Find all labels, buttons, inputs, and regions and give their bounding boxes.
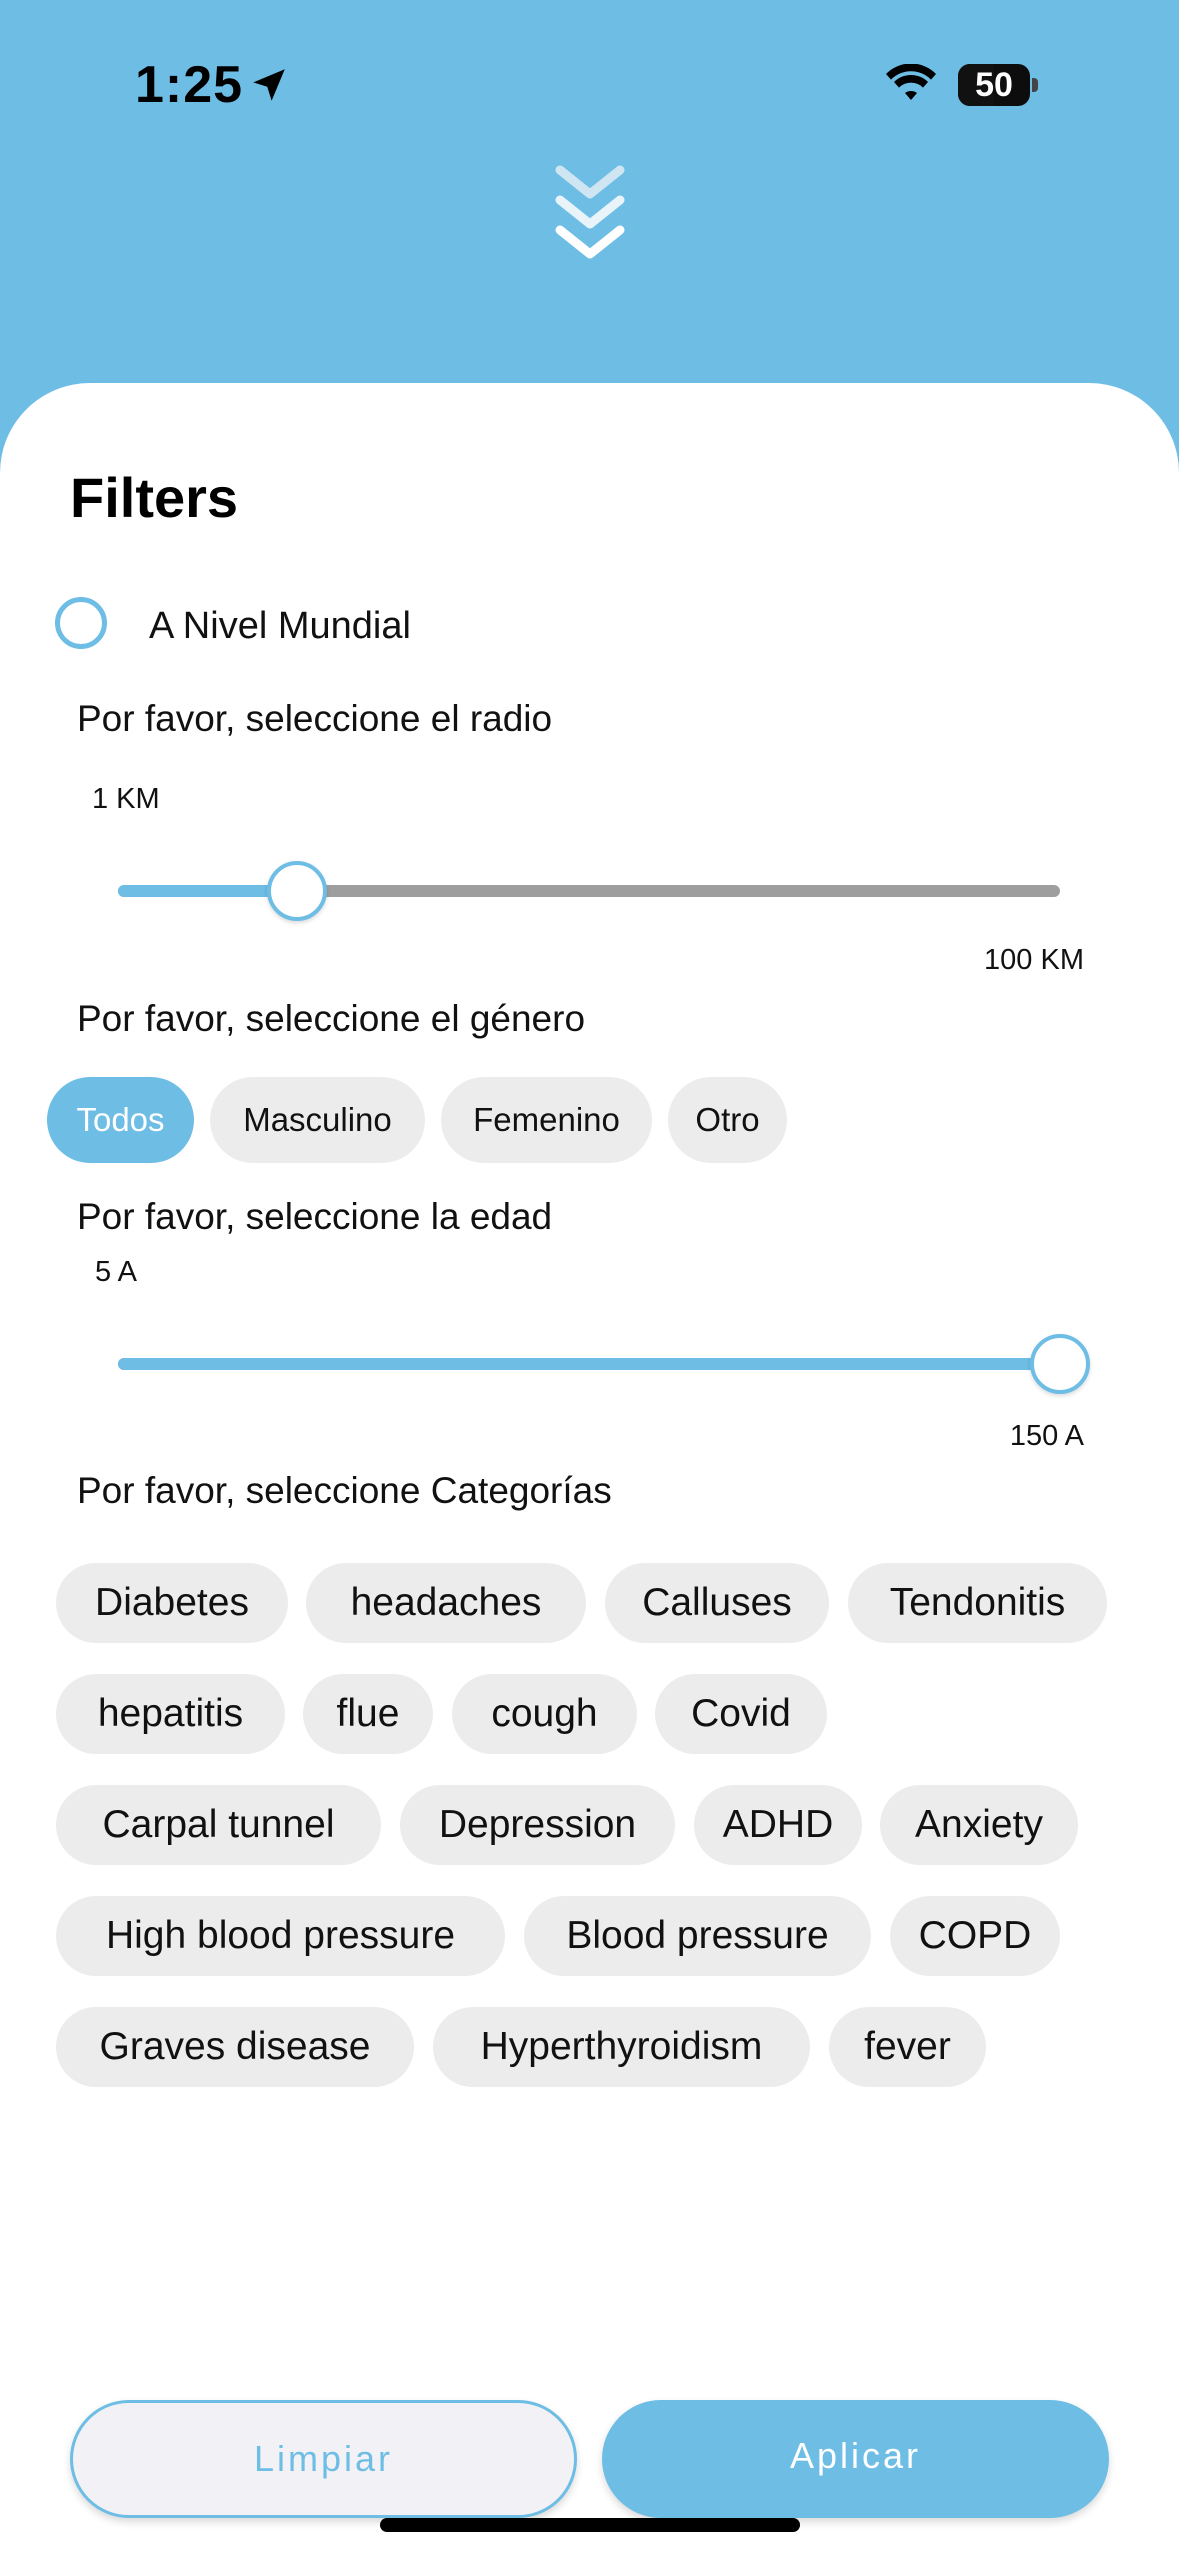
collapse-chevrons-icon[interactable] [550,160,630,270]
category-chip-hyperthyroidism[interactable]: Hyperthyroidism [433,2007,810,2087]
battery-tip [1032,78,1038,92]
category-chip-carpal-tunnel[interactable]: Carpal tunnel [56,1785,381,1865]
radius-slider-thumb[interactable] [267,861,327,921]
category-chip-fever[interactable]: fever [829,2007,986,2087]
age-max-label: 150 A [1009,1420,1084,1452]
gender-option-todos[interactable]: Todos [47,1077,194,1163]
apply-button[interactable]: Aplicar [602,2400,1109,2518]
battery-percentage: 50 [975,66,1013,104]
category-chip-cough[interactable]: cough [452,1674,637,1754]
category-chip-blood-pressure[interactable]: Blood pressure [524,1896,871,1976]
category-chip-headaches[interactable]: headaches [306,1563,586,1643]
status-time: 1:25 [135,56,244,114]
location-arrow-icon [248,64,290,106]
age-slider-fill [118,1358,1060,1370]
radius-max-label: 100 KM [984,944,1084,976]
categories-section-label: Por favor, seleccione Categorías [77,1470,612,1511]
radius-section-label: Por favor, seleccione el radio [77,698,553,739]
category-chip-anxiety[interactable]: Anxiety [880,1785,1078,1865]
category-chip-graves-disease[interactable]: Graves disease [56,2007,414,2087]
clear-button[interactable]: Limpiar [70,2400,577,2518]
battery-body [958,64,1030,106]
sheet-title: Filters [70,466,239,529]
gender-section-label: Por favor, seleccione el género [77,998,586,1039]
gender-option-femenino[interactable]: Femenino [441,1077,652,1163]
gender-option-otro[interactable]: Otro [668,1077,787,1163]
category-chip-high-blood-pressure[interactable]: High blood pressure [56,1896,505,1976]
age-section-label: Por favor, seleccione la edad [77,1196,553,1237]
battery-indicator [958,64,1038,106]
category-chip-adhd[interactable]: ADHD [694,1785,862,1865]
wifi-icon [885,64,937,104]
category-chip-covid[interactable]: Covid [655,1674,827,1754]
gender-option-masculino[interactable]: Masculino [210,1077,425,1163]
category-chip-flue[interactable]: flue [303,1674,433,1754]
category-chip-depression[interactable]: Depression [400,1785,675,1865]
category-chip-copd[interactable]: COPD [890,1896,1060,1976]
home-indicator [380,2518,800,2532]
radius-min-label: 1 KM [92,783,160,815]
worldwide-label: A Nivel Mundial [149,605,411,647]
status-bar [0,0,1179,160]
category-chip-diabetes[interactable]: Diabetes [56,1563,288,1643]
category-chip-calluses[interactable]: Calluses [605,1563,829,1643]
category-chip-tendonitis[interactable]: Tendonitis [848,1563,1107,1643]
category-chip-hepatitis[interactable]: hepatitis [56,1674,285,1754]
worldwide-radio[interactable] [55,597,107,649]
age-min-label: 5 A [95,1256,137,1288]
age-slider-thumb[interactable] [1030,1334,1090,1394]
